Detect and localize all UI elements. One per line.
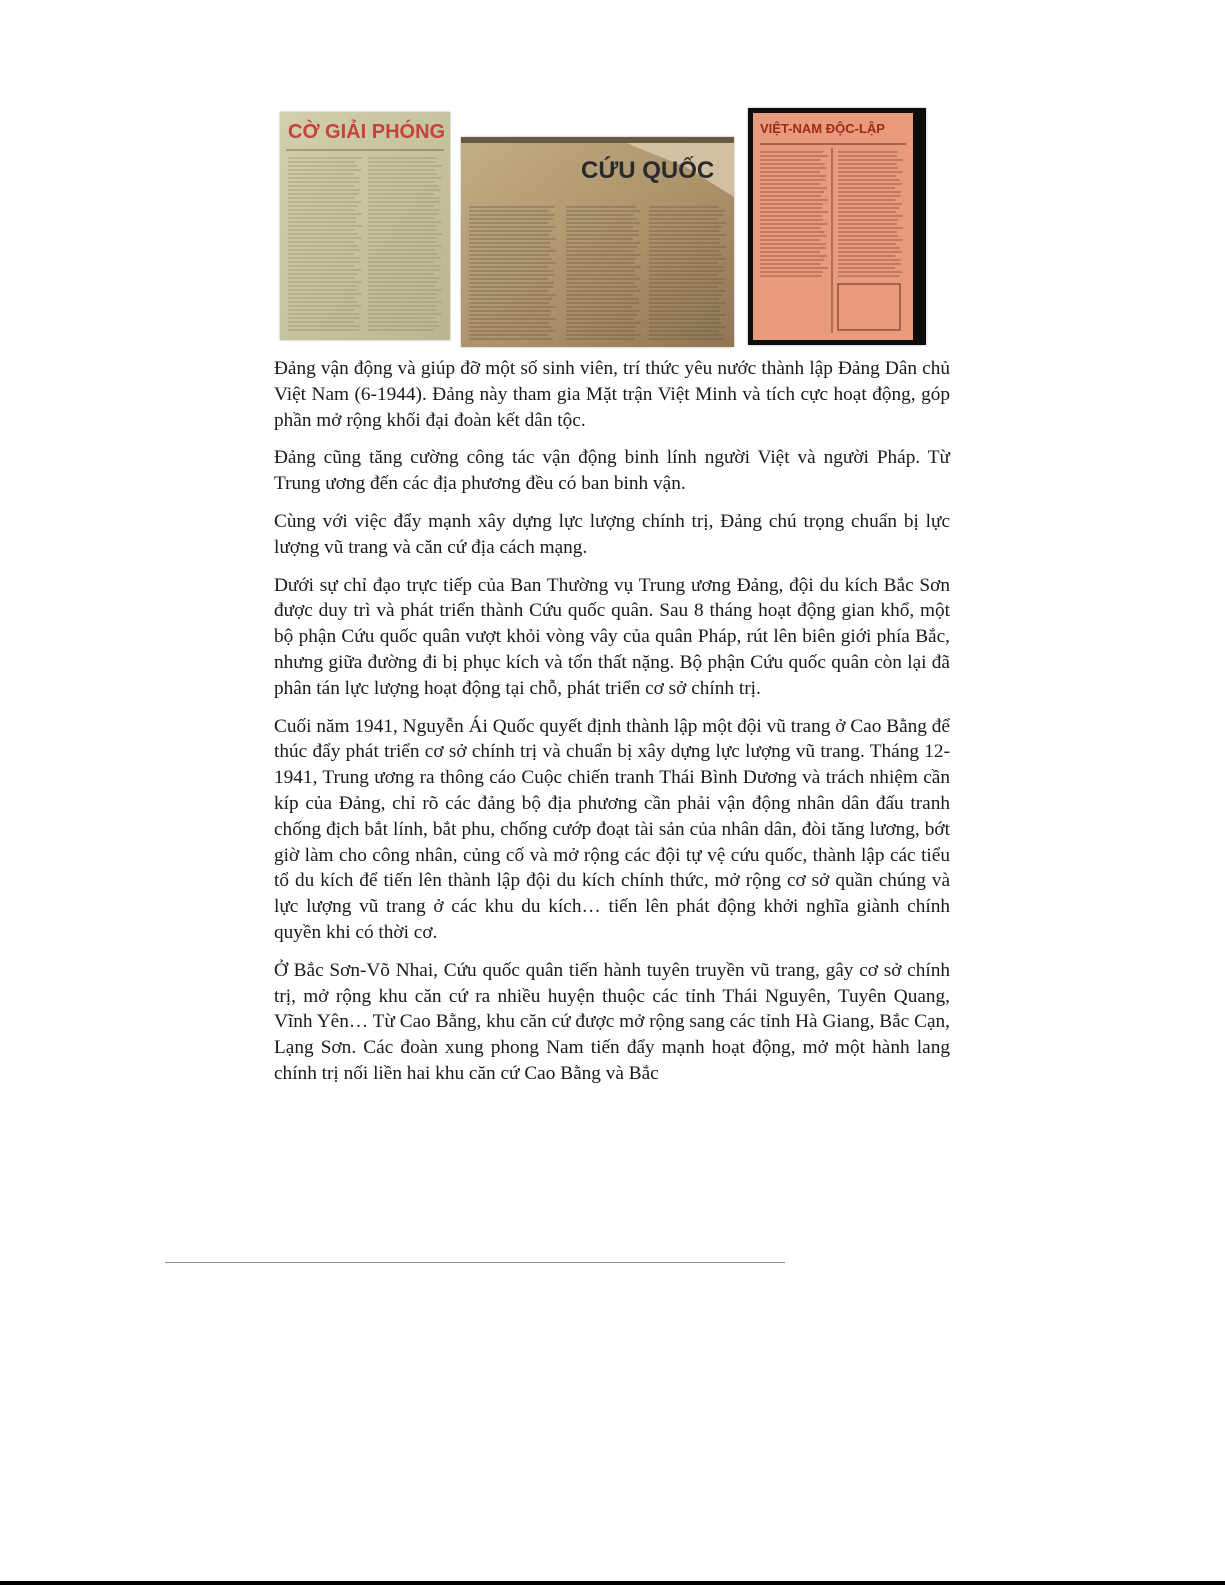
newspaper-figures (0, 0, 1225, 350)
footnote-separator (165, 1262, 785, 1263)
newspaper-image-cuu-quoc (461, 137, 734, 347)
newspaper-illustration (748, 108, 926, 345)
article-body (274, 356, 950, 1099)
newspaper-masthead: VIỆT-NAM ĐỘC-LẬP (760, 121, 885, 136)
newspaper-image-co-giai-phong (280, 112, 450, 340)
page-bottom-border (0, 1581, 1225, 1585)
newspaper-image-viet-nam-doc-lap (748, 108, 926, 345)
newspaper-illustration (280, 112, 450, 340)
paragraph: Dưới sự chỉ đạo trực tiếp của Ban Thường vụ Trung ương Đảng, đội du kích Bắc Sơn được duy trì và phát triển thành Cứu quốc quân. Sau 8 tháng hoạt động gian khổ, một bộ phận Cứu quốc quân vượt khỏi vòng vây của quân Pháp, rút lên biên giới phía Bắc, nhưng giữa đường đi bị phục kích và tổn thất nặng. Bộ phận Cứu quốc quân còn lại đã phân tán lực lượng hoạt động tại chỗ, phát triển cơ sở chính trị. (274, 574, 950, 699)
newspaper-masthead: CỜ GIẢI PHÓNG (288, 121, 446, 143)
paragraph: Ở Bắc Sơn-Võ Nhai, Cứu quốc quân tiến hành tuyên truyền vũ trang, gây cơ sở chính trị, mở rộng khu căn cứ ra nhiều huyện thuộc các tỉnh Thái Nguyên, Tuyên Quang, Vĩnh Yên… Từ Cao Bằng, khu căn cứ được mở rộng sang các tỉnh Hà Giang, Bắc Cạn, Lạng Sơn. Các đoàn xung phong Nam tiến đẩy mạnh hoạt động, mở một hành lang chính trị nối liền hai khu căn cứ Cao Bằng và Bắc (274, 959, 950, 1084)
paragraph: Đảng cũng tăng cường công tác vận động binh lính người Việt và người Pháp. Từ Trung ương đến các địa phương đều có ban binh vận. (274, 447, 950, 495)
paragraph: Cuối năm 1941, Nguyễn Ái Quốc quyết định thành lập một đội vũ trang ở Cao Bằng để thúc đẩy phát triển cơ sở chính trị và chuẩn bị xây dựng lực lượng vũ trang. Tháng 12- 1941, Trung ương ra thông cáo Cuộc chiến tranh Thái Bình Dương và trách nhiệm cần kíp của Đảng, chỉ rõ các đảng bộ địa phương cần phải vận động nhân dân đấu tranh chống địch bắt lính, bắt phu, chống cướp đoạt tài sản của nhân dân, đòi tăng lương, bớt giờ làm cho công nhân, củng cố và mở rộng các đội tự vệ cứu quốc, thành lập các tiểu tổ du kích để tiến lên thành lập đội du kích chính thức, mở rộng cơ sở quần chúng và lực lượng vũ trang ở các khu du kích… tiến lên phát động khởi nghĩa giành chính quyền khi có thời cơ. (274, 715, 950, 943)
paragraph: Đảng vận động và giúp đỡ một số sinh viên, trí thức yêu nước thành lập Đảng Dân chủ Việt Nam (6-1944). Đảng này tham gia Mặt trận Việt Minh và tích cực hoạt động, góp phần mở rộng khối đại đoàn kết dân tộc. (274, 358, 950, 431)
paragraph: Cùng với việc đẩy mạnh xây dựng lực lượng chính trị, Đảng chú trọng chuẩn bị lực lượng vũ trang và căn cứ địa cách mạng. (274, 510, 950, 558)
newspaper-masthead: CỨU QUỐC (581, 157, 715, 184)
